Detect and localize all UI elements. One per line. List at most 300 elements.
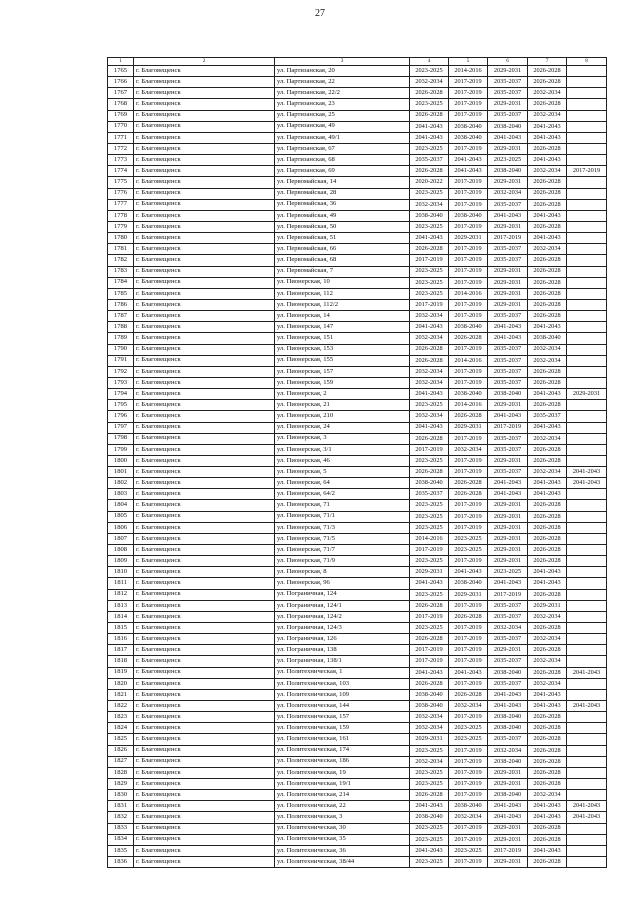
period-col-7: 2041-2043 [528, 121, 567, 132]
period-col-4: 2023-2025 [410, 277, 449, 288]
period-col-5: 2017-2019 [449, 377, 488, 388]
address: ул. Партизанская, 49/1 [275, 132, 410, 143]
period-col-6: 2035-2037 [488, 110, 528, 121]
table-row [108, 400, 607, 411]
period-col-4: 2023-2025 [410, 511, 449, 522]
period-col-4: 2035-2037 [410, 155, 449, 166]
period-col-6: 2035-2037 [488, 444, 528, 455]
period-col-5: 2038-2040 [449, 132, 488, 143]
table-row [108, 333, 607, 344]
table-row [108, 411, 607, 422]
period-col-5: 2017-2019 [449, 199, 488, 210]
address: ул. Пионерская, 151 [275, 333, 410, 344]
row-number: 1823 [108, 712, 134, 723]
settlement: г. Благовещенск [134, 801, 275, 812]
period-col-5: 2017-2019 [449, 455, 488, 466]
period-col-8 [567, 88, 607, 99]
column-header: 8 [567, 58, 607, 66]
schedule-table [107, 57, 607, 868]
period-col-7: 2026-2028 [528, 545, 567, 556]
period-col-5: 2023-2025 [449, 723, 488, 734]
period-col-7: 2032-2034 [528, 355, 567, 366]
address: ул. Первомайская, 50 [275, 221, 410, 232]
settlement: г. Благовещенск [134, 634, 275, 645]
table-row [108, 712, 607, 723]
period-col-4: 2041-2043 [410, 132, 449, 143]
period-col-8 [567, 578, 607, 589]
period-col-6: 2035-2037 [488, 467, 528, 478]
table-row [108, 311, 607, 322]
address: ул. Партизанская, 69 [275, 166, 410, 177]
period-col-5: 2017-2019 [449, 77, 488, 88]
table-row [108, 734, 607, 745]
period-col-4: 2032-2034 [410, 199, 449, 210]
period-col-7: 2041-2043 [528, 489, 567, 500]
row-number: 1788 [108, 322, 134, 333]
period-col-5: 2017-2019 [449, 623, 488, 634]
period-col-5: 2017-2019 [449, 823, 488, 834]
address: ул. Пионерская, 71/1 [275, 511, 410, 522]
period-col-7: 2026-2028 [528, 856, 567, 867]
address: ул. Пограничная, 138/1 [275, 656, 410, 667]
period-col-5: 2017-2019 [449, 366, 488, 377]
period-col-8 [567, 255, 607, 266]
period-col-7: 2041-2043 [528, 210, 567, 221]
period-col-7: 2026-2028 [528, 767, 567, 778]
period-col-5: 2017-2019 [449, 856, 488, 867]
period-col-4: 2029-2031 [410, 734, 449, 745]
period-col-8 [567, 288, 607, 299]
period-col-7: 2032-2034 [528, 244, 567, 255]
period-col-4: 2017-2019 [410, 255, 449, 266]
period-col-5: 2017-2019 [449, 712, 488, 723]
settlement: г. Благовещенск [134, 756, 275, 767]
period-col-6: 2038-2040 [488, 790, 528, 801]
period-col-7: 2041-2043 [528, 422, 567, 433]
period-col-8 [567, 444, 607, 455]
period-col-4: 2023-2025 [410, 500, 449, 511]
table-row [108, 500, 607, 511]
period-col-5: 2026-2028 [449, 611, 488, 622]
period-col-7: 2041-2043 [528, 812, 567, 823]
period-col-8 [567, 355, 607, 366]
period-col-4: 2032-2034 [410, 756, 449, 767]
period-col-6: 2029-2031 [488, 221, 528, 232]
address: ул. Пионерская, 155 [275, 355, 410, 366]
column-header: 3 [275, 58, 410, 66]
period-col-7: 2026-2028 [528, 834, 567, 845]
settlement: г. Благовещенск [134, 645, 275, 656]
table-row [108, 322, 607, 333]
period-col-6: 2017-2019 [488, 845, 528, 856]
period-col-4: 2026-2028 [410, 433, 449, 444]
period-col-4: 2038-2040 [410, 812, 449, 823]
period-col-6: 2029-2031 [488, 511, 528, 522]
period-col-6: 2035-2037 [488, 255, 528, 266]
address: ул. Первомайская, 14 [275, 177, 410, 188]
row-number: 1826 [108, 745, 134, 756]
period-col-4: 2020-2022 [410, 177, 449, 188]
period-col-7: 2026-2028 [528, 277, 567, 288]
table-row [108, 166, 607, 177]
address: ул. Партизанская, 22/2 [275, 88, 410, 99]
settlement: г. Благовещенск [134, 411, 275, 422]
period-col-7: 2032-2034 [528, 344, 567, 355]
settlement: г. Благовещенск [134, 656, 275, 667]
table-row [108, 88, 607, 99]
address: ул. Пионерская, 112 [275, 288, 410, 299]
period-col-7: 2041-2043 [528, 478, 567, 489]
table-row [108, 667, 607, 678]
settlement: г. Благовещенск [134, 88, 275, 99]
period-col-5: 2041-2043 [449, 667, 488, 678]
settlement: г. Благовещенск [134, 299, 275, 310]
row-number: 1810 [108, 567, 134, 578]
period-col-7: 2035-2037 [528, 411, 567, 422]
period-col-6: 2035-2037 [488, 656, 528, 667]
table-row [108, 355, 607, 366]
period-col-6: 2041-2043 [488, 322, 528, 333]
period-col-7: 2026-2028 [528, 188, 567, 199]
row-number: 1774 [108, 166, 134, 177]
row-number: 1786 [108, 299, 134, 310]
period-col-7: 2041-2043 [528, 132, 567, 143]
period-col-4: 2023-2025 [410, 99, 449, 110]
address: ул. Политехническая, 186 [275, 756, 410, 767]
row-number: 1814 [108, 611, 134, 622]
period-col-4: 2032-2034 [410, 411, 449, 422]
period-col-4: 2029-2031 [410, 567, 449, 578]
table-row [108, 689, 607, 700]
period-col-8 [567, 611, 607, 622]
address: ул. Пионерская, 21 [275, 400, 410, 411]
table-header-row [108, 58, 607, 66]
table-row [108, 444, 607, 455]
address: ул. Политехническая, 159 [275, 723, 410, 734]
row-number: 1770 [108, 121, 134, 132]
column-header: 5 [449, 58, 488, 66]
period-col-7: 2026-2028 [528, 734, 567, 745]
period-col-7: 2026-2028 [528, 645, 567, 656]
address: ул. Пионерская, 112/2 [275, 299, 410, 310]
row-number: 1773 [108, 155, 134, 166]
period-col-6: 2035-2037 [488, 88, 528, 99]
settlement: г. Благовещенск [134, 266, 275, 277]
settlement: г. Благовещенск [134, 834, 275, 845]
period-col-4: 2041-2043 [410, 422, 449, 433]
address: ул. Пионерская, 71/9 [275, 556, 410, 567]
table-row [108, 511, 607, 522]
address: ул. Первомайская, 49 [275, 210, 410, 221]
period-col-6: 2041-2043 [488, 411, 528, 422]
table-row [108, 221, 607, 232]
settlement: г. Благовещенск [134, 611, 275, 622]
period-col-5: 2017-2019 [449, 110, 488, 121]
table-row [108, 121, 607, 132]
period-col-6: 2032-2034 [488, 745, 528, 756]
period-col-5: 2026-2028 [449, 333, 488, 344]
table-row [108, 567, 607, 578]
row-number: 1796 [108, 411, 134, 422]
period-col-5: 2038-2040 [449, 389, 488, 400]
table-row [108, 578, 607, 589]
row-number: 1771 [108, 132, 134, 143]
period-col-8 [567, 634, 607, 645]
period-col-8 [567, 600, 607, 611]
table-row [108, 723, 607, 734]
period-col-7: 2026-2028 [528, 723, 567, 734]
settlement: г. Благовещенск [134, 790, 275, 801]
period-col-7: 2026-2028 [528, 712, 567, 723]
table-row [108, 489, 607, 500]
period-col-8 [567, 121, 607, 132]
column-header: 2 [134, 58, 275, 66]
period-col-6: 2041-2043 [488, 132, 528, 143]
period-col-4: 2023-2025 [410, 188, 449, 199]
row-number: 1809 [108, 556, 134, 567]
table-row [108, 277, 607, 288]
row-number: 1805 [108, 511, 134, 522]
settlement: г. Благовещенск [134, 522, 275, 533]
period-col-7: 2026-2028 [528, 221, 567, 232]
table-row [108, 779, 607, 790]
settlement: г. Благовещенск [134, 500, 275, 511]
period-col-6: 2029-2031 [488, 66, 528, 77]
settlement: г. Благовещенск [134, 712, 275, 723]
period-col-4: 2017-2019 [410, 656, 449, 667]
table-row [108, 455, 607, 466]
period-col-8 [567, 489, 607, 500]
period-col-7: 2026-2028 [528, 299, 567, 310]
address: ул. Пограничная, 124/2 [275, 611, 410, 622]
settlement: г. Благовещенск [134, 734, 275, 745]
settlement: г. Благовещенск [134, 77, 275, 88]
period-col-5: 2017-2019 [449, 522, 488, 533]
address: ул. Пионерская, 64 [275, 478, 410, 489]
row-number: 1772 [108, 143, 134, 154]
period-col-7: 2026-2028 [528, 366, 567, 377]
period-col-8 [567, 233, 607, 244]
period-col-6: 2023-2025 [488, 155, 528, 166]
period-col-5: 2026-2028 [449, 689, 488, 700]
row-number: 1778 [108, 210, 134, 221]
period-col-5: 2017-2019 [449, 834, 488, 845]
address: ул. Политехническая, 144 [275, 701, 410, 712]
period-col-4: 2023-2025 [410, 856, 449, 867]
period-col-4: 2038-2040 [410, 689, 449, 700]
row-number: 1836 [108, 856, 134, 867]
table-row [108, 155, 607, 166]
period-col-5: 2017-2019 [449, 244, 488, 255]
address: ул. Партизанская, 20 [275, 66, 410, 77]
period-col-5: 2014-2016 [449, 66, 488, 77]
row-number: 1767 [108, 88, 134, 99]
period-col-8 [567, 77, 607, 88]
period-col-6: 2029-2031 [488, 556, 528, 567]
address: ул. Политехническая, 1 [275, 667, 410, 678]
table-row [108, 767, 607, 778]
row-number: 1807 [108, 533, 134, 544]
table-row [108, 634, 607, 645]
period-col-7: 2026-2028 [528, 99, 567, 110]
period-col-4: 2023-2025 [410, 400, 449, 411]
period-col-4: 2017-2019 [410, 299, 449, 310]
settlement: г. Благовещенск [134, 678, 275, 689]
period-col-4: 2017-2019 [410, 645, 449, 656]
period-col-8 [567, 422, 607, 433]
period-col-6: 2029-2031 [488, 823, 528, 834]
period-col-4: 2023-2025 [410, 589, 449, 600]
period-col-8 [567, 99, 607, 110]
period-col-7: 2026-2028 [528, 455, 567, 466]
period-col-7: 2026-2028 [528, 756, 567, 767]
period-col-7: 2026-2028 [528, 745, 567, 756]
period-col-7: 2032-2034 [528, 634, 567, 645]
period-col-7: 2026-2028 [528, 623, 567, 634]
period-col-4: 2026-2028 [410, 110, 449, 121]
period-col-5: 2017-2019 [449, 600, 488, 611]
period-col-7: 2041-2043 [528, 845, 567, 856]
table-row [108, 266, 607, 277]
settlement: г. Благовещенск [134, 311, 275, 322]
row-number: 1792 [108, 366, 134, 377]
period-col-4: 2041-2043 [410, 389, 449, 400]
address: ул. Пионерская, 24 [275, 422, 410, 433]
period-col-4: 2014-2016 [410, 533, 449, 544]
period-col-4: 2032-2034 [410, 366, 449, 377]
period-col-4: 2023-2025 [410, 266, 449, 277]
settlement: г. Благовещенск [134, 155, 275, 166]
table-row [108, 701, 607, 712]
period-col-4: 2026-2028 [410, 344, 449, 355]
period-col-8 [567, 143, 607, 154]
row-number: 1765 [108, 66, 134, 77]
settlement: г. Благовещенск [134, 623, 275, 634]
period-col-8: 2041-2043 [567, 701, 607, 712]
row-number: 1821 [108, 689, 134, 700]
row-number: 1832 [108, 812, 134, 823]
settlement: г. Благовещенск [134, 199, 275, 210]
row-number: 1812 [108, 589, 134, 600]
settlement: г. Благовещенск [134, 856, 275, 867]
period-col-6: 2029-2031 [488, 767, 528, 778]
row-number: 1782 [108, 255, 134, 266]
table-row [108, 745, 607, 756]
period-col-7: 2026-2028 [528, 288, 567, 299]
period-col-6: 2041-2043 [488, 489, 528, 500]
row-number: 1784 [108, 277, 134, 288]
period-col-8 [567, 745, 607, 756]
row-number: 1776 [108, 188, 134, 199]
period-col-4: 2032-2034 [410, 712, 449, 723]
address: ул. Пионерская, 71/3 [275, 522, 410, 533]
settlement: г. Благовещенск [134, 121, 275, 132]
address: ул. Пионерская, 159 [275, 377, 410, 388]
address: ул. Первомайская, 66 [275, 244, 410, 255]
address: ул. Пограничная, 124/1 [275, 600, 410, 611]
period-col-8 [567, 689, 607, 700]
row-number: 1798 [108, 433, 134, 444]
row-number: 1817 [108, 645, 134, 656]
address: ул. Пионерская, 46 [275, 455, 410, 466]
period-col-8 [567, 767, 607, 778]
period-col-8 [567, 500, 607, 511]
row-number: 1829 [108, 779, 134, 790]
settlement: г. Благовещенск [134, 188, 275, 199]
period-col-8 [567, 856, 607, 867]
period-col-8: 2041-2043 [567, 467, 607, 478]
address: ул. Пионерская, 210 [275, 411, 410, 422]
row-number: 1787 [108, 311, 134, 322]
row-number: 1793 [108, 377, 134, 388]
period-col-5: 2023-2025 [449, 734, 488, 745]
period-col-5: 2038-2040 [449, 210, 488, 221]
settlement: г. Благовещенск [134, 132, 275, 143]
period-col-4: 2041-2043 [410, 845, 449, 856]
address: ул. Политехническая, 161 [275, 734, 410, 745]
row-number: 1806 [108, 522, 134, 533]
table-row [108, 132, 607, 143]
period-col-5: 2041-2043 [449, 155, 488, 166]
period-col-7: 2026-2028 [528, 177, 567, 188]
address: ул. Партизанская, 25 [275, 110, 410, 121]
period-col-7: 2026-2028 [528, 500, 567, 511]
column-header: 6 [488, 58, 528, 66]
period-col-5: 2017-2019 [449, 277, 488, 288]
period-col-8 [567, 132, 607, 143]
period-col-6: 2035-2037 [488, 611, 528, 622]
table-row [108, 433, 607, 444]
settlement: г. Благовещенск [134, 845, 275, 856]
period-col-8 [567, 834, 607, 845]
period-col-7: 2026-2028 [528, 199, 567, 210]
settlement: г. Благовещенск [134, 533, 275, 544]
row-number: 1781 [108, 244, 134, 255]
table-row [108, 656, 607, 667]
address: ул. Пограничная, 124/3 [275, 623, 410, 634]
table-row [108, 556, 607, 567]
period-col-4: 2017-2019 [410, 611, 449, 622]
period-col-7: 2026-2028 [528, 255, 567, 266]
period-col-7: 2026-2028 [528, 66, 567, 77]
address: ул. Пионерская, 3 [275, 433, 410, 444]
period-col-5: 2038-2040 [449, 801, 488, 812]
period-col-5: 2017-2019 [449, 221, 488, 232]
period-col-5: 2014-2016 [449, 288, 488, 299]
period-col-7: 2032-2034 [528, 166, 567, 177]
period-col-4: 2017-2019 [410, 545, 449, 556]
address: ул. Пионерская, 147 [275, 322, 410, 333]
period-col-8 [567, 400, 607, 411]
address: ул. Пионерская, 71/5 [275, 533, 410, 544]
address: ул. Политехническая, 38/44 [275, 856, 410, 867]
period-col-5: 2017-2019 [449, 556, 488, 567]
period-col-8 [567, 266, 607, 277]
table-row [108, 233, 607, 244]
row-number: 1777 [108, 199, 134, 210]
period-col-6: 2029-2031 [488, 645, 528, 656]
table-row [108, 66, 607, 77]
table-row [108, 199, 607, 210]
address: ул. Пионерская, 71 [275, 500, 410, 511]
period-col-5: 2017-2019 [449, 767, 488, 778]
row-number: 1794 [108, 389, 134, 400]
period-col-4: 2026-2028 [410, 244, 449, 255]
period-col-8 [567, 845, 607, 856]
period-col-6: 2017-2019 [488, 233, 528, 244]
row-number: 1783 [108, 266, 134, 277]
period-col-6: 2035-2037 [488, 199, 528, 210]
